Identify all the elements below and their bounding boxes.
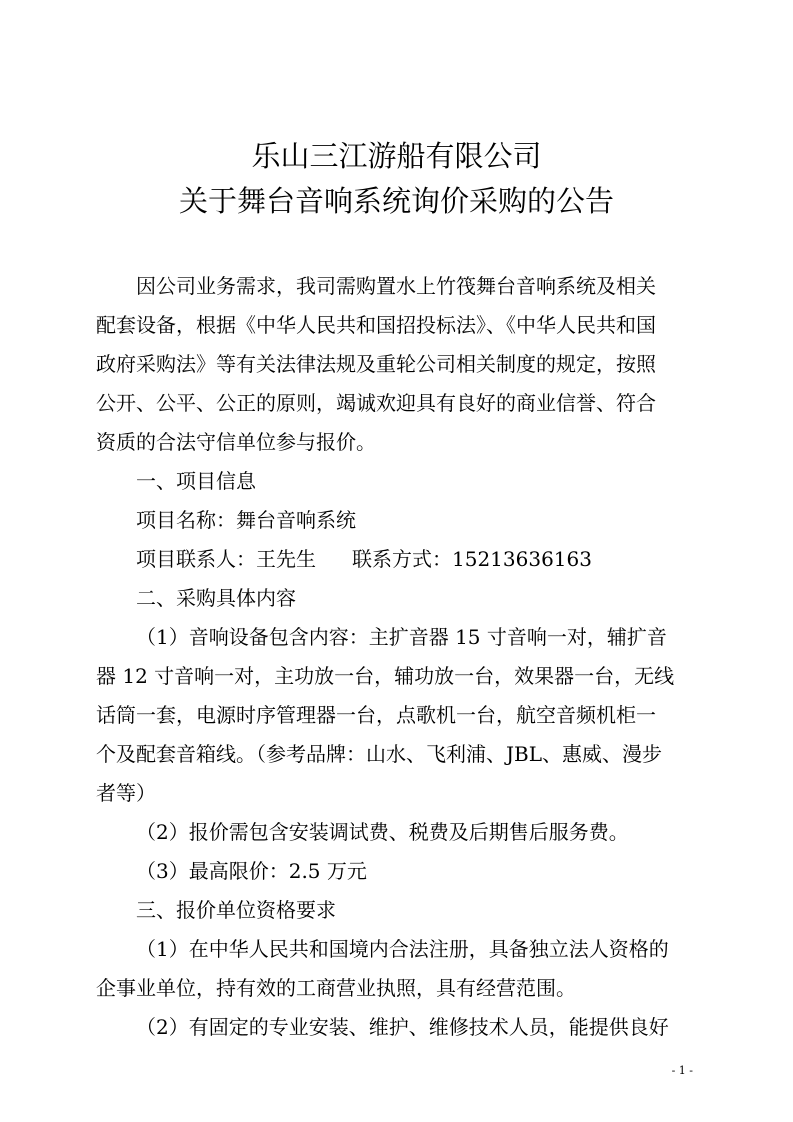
item2-line: （2）报价需包含安装调试费、税费及后期售后服务费。 [136, 820, 629, 844]
page-number: - 1 - [671, 1064, 693, 1077]
intro-line-1: 因公司业务需求，我司需购置水上竹筏舞台音响系统及相关 [136, 274, 656, 298]
document-title-company: 乐山三江游船有限公司 [251, 139, 542, 173]
project-name: 项目名称：舞台音响系统 [136, 508, 356, 532]
item1-line-1: （1）音响设备包含内容：主扩音器 15 寸音响一对，辅扩音 [136, 625, 667, 649]
section-heading-qualifications: 三、报价单位资格要求 [136, 898, 336, 922]
intro-line-3: 政府采购法》等有关法律法规及重轮公司相关制度的规定，按照 [96, 352, 656, 376]
intro-line-4: 公开、公平、公正的原则，竭诚欢迎具有良好的商业信誉、符合 [96, 391, 656, 415]
document-title-subject: 关于舞台音响系统询价采购的公告 [178, 184, 614, 218]
section-heading-project-info: 一、项目信息 [136, 469, 256, 493]
req1-line-2: 企事业单位，持有效的工商营业执照，具有经营范围。 [96, 976, 576, 1000]
intro-line-2: 配套设备，根据《中华人民共和国招投标法》、《中华人民共和国 [96, 313, 656, 337]
item3-line: （3）最高限价：2.5 万元 [136, 859, 367, 883]
intro-line-5: 资质的合法守信单位参与报价。 [96, 430, 376, 454]
item1-line-5: 者等） [96, 781, 156, 805]
section-heading-procurement: 二、采购具体内容 [136, 586, 296, 610]
req2-line: （2）有固定的专业安装、维护、维修技术人员，能提供良好 [136, 1015, 669, 1039]
contact-method: 联系方式：15213636163 [352, 547, 592, 571]
project-contact-line [136, 545, 592, 573]
item1-line-3: 话筒一套，电源时序管理器一台，点歌机一台，航空音频机柜一 [96, 703, 656, 727]
item1-line-4: 个及配套音箱线。（参考品牌：山水、飞利浦、JBL、惠威、漫步 [96, 742, 662, 766]
item1-line-2: 器 12 寸音响一对，主功放一台，辅功放一台，效果器一台，无线 [96, 664, 675, 688]
project-contact: 项目联系人：王先生 [136, 547, 316, 571]
req1-line-1: （1）在中华人民共和国境内合法注册，具备独立法人资格的 [136, 937, 669, 961]
